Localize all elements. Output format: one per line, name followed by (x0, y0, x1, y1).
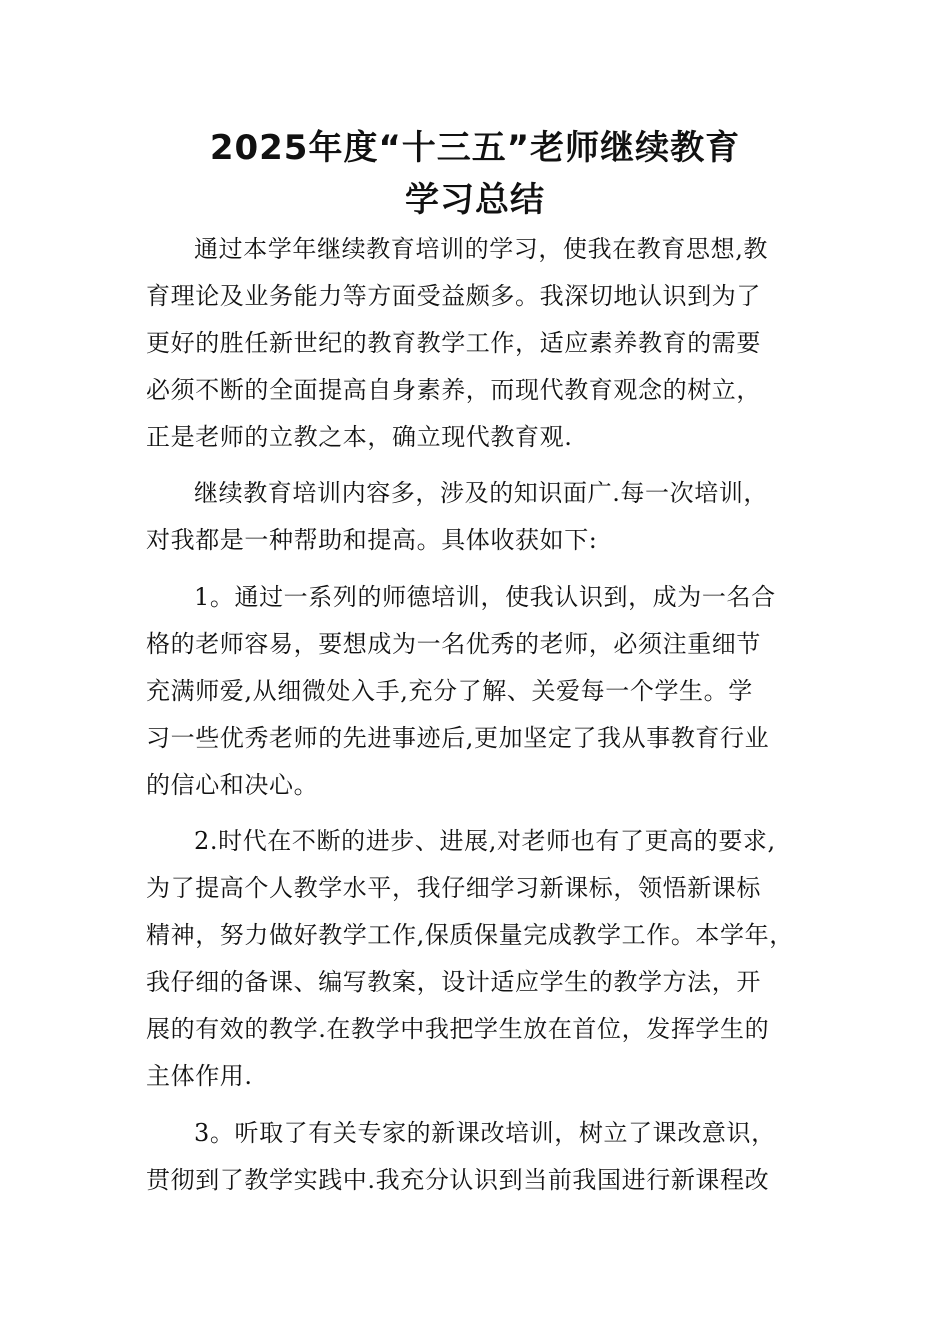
paragraph-3-line-2: 格的老师容易，要想成为一名优秀的老师，必须注重细节 (146, 630, 761, 658)
paragraph-1-line-5: 正是老师的立教之本，确立现代教育观. (146, 423, 573, 451)
paragraph-4-line-2: 为了提高个人教学水平，我仔细学习新课标，领悟新课标 (146, 874, 761, 902)
paragraph-1-line-3: 更好的胜任新世纪的教育教学工作，适应素养教育的需要 (146, 329, 761, 357)
paragraph-4-line-1: 2.时代在不断的进步、进展,对老师也有了更高的要求, (194, 827, 776, 855)
paragraph-2-line-2: 对我都是一种帮助和提高。具体收获如下: (146, 526, 598, 554)
paragraph-3-line-4: 习一些优秀老师的先进事迹后,更加坚定了我从事教育行业 (146, 724, 770, 752)
paragraph-1-line-4: 必须不断的全面提高自身素养，而现代教育观念的树立， (146, 376, 761, 404)
paragraph-3-line-3: 充满师爱,从细微处入手,充分了解、关爱每一个学生。学 (146, 677, 753, 705)
document-title-line-1: 2025年度“十三五”老师继续教育 (209, 128, 741, 168)
paragraph-4-line-4: 我仔细的备课、编写教案，设计适应学生的教学方法，开 (146, 968, 761, 996)
paragraph-3-line-5: 的信心和决心。 (146, 771, 319, 799)
paragraph-1-line-1: 通过本学年继续教育培训的学习，使我在教育思想,教 (194, 235, 769, 263)
paragraph-5-line-2: 贯彻到了教学实践中.我充分认识到当前我国进行新课程改 (146, 1166, 770, 1194)
paragraph-2-line-1: 继续教育培训内容多，涉及的知识面广.每一次培训， (194, 479, 769, 507)
paragraph-1-line-2: 育理论及业务能力等方面受益颇多。我深切地认识到为了 (146, 282, 761, 310)
paragraph-5-line-1: 3。听取了有关专家的新课改培训，树立了课改意识， (194, 1119, 776, 1147)
paragraph-4-line-5: 展的有效的教学.在教学中我把学生放在首位，发挥学生的 (146, 1015, 770, 1043)
document-title-line-2: 学习总结 (405, 180, 545, 220)
paragraph-3-line-1: 1。通过一系列的师德培训，使我认识到，成为一名合 (194, 583, 776, 611)
paragraph-4-line-3: 精神，努力做好教学工作,保质保量完成教学工作。本学年， (146, 921, 794, 949)
paragraph-4-line-6: 主体作用. (146, 1062, 253, 1090)
